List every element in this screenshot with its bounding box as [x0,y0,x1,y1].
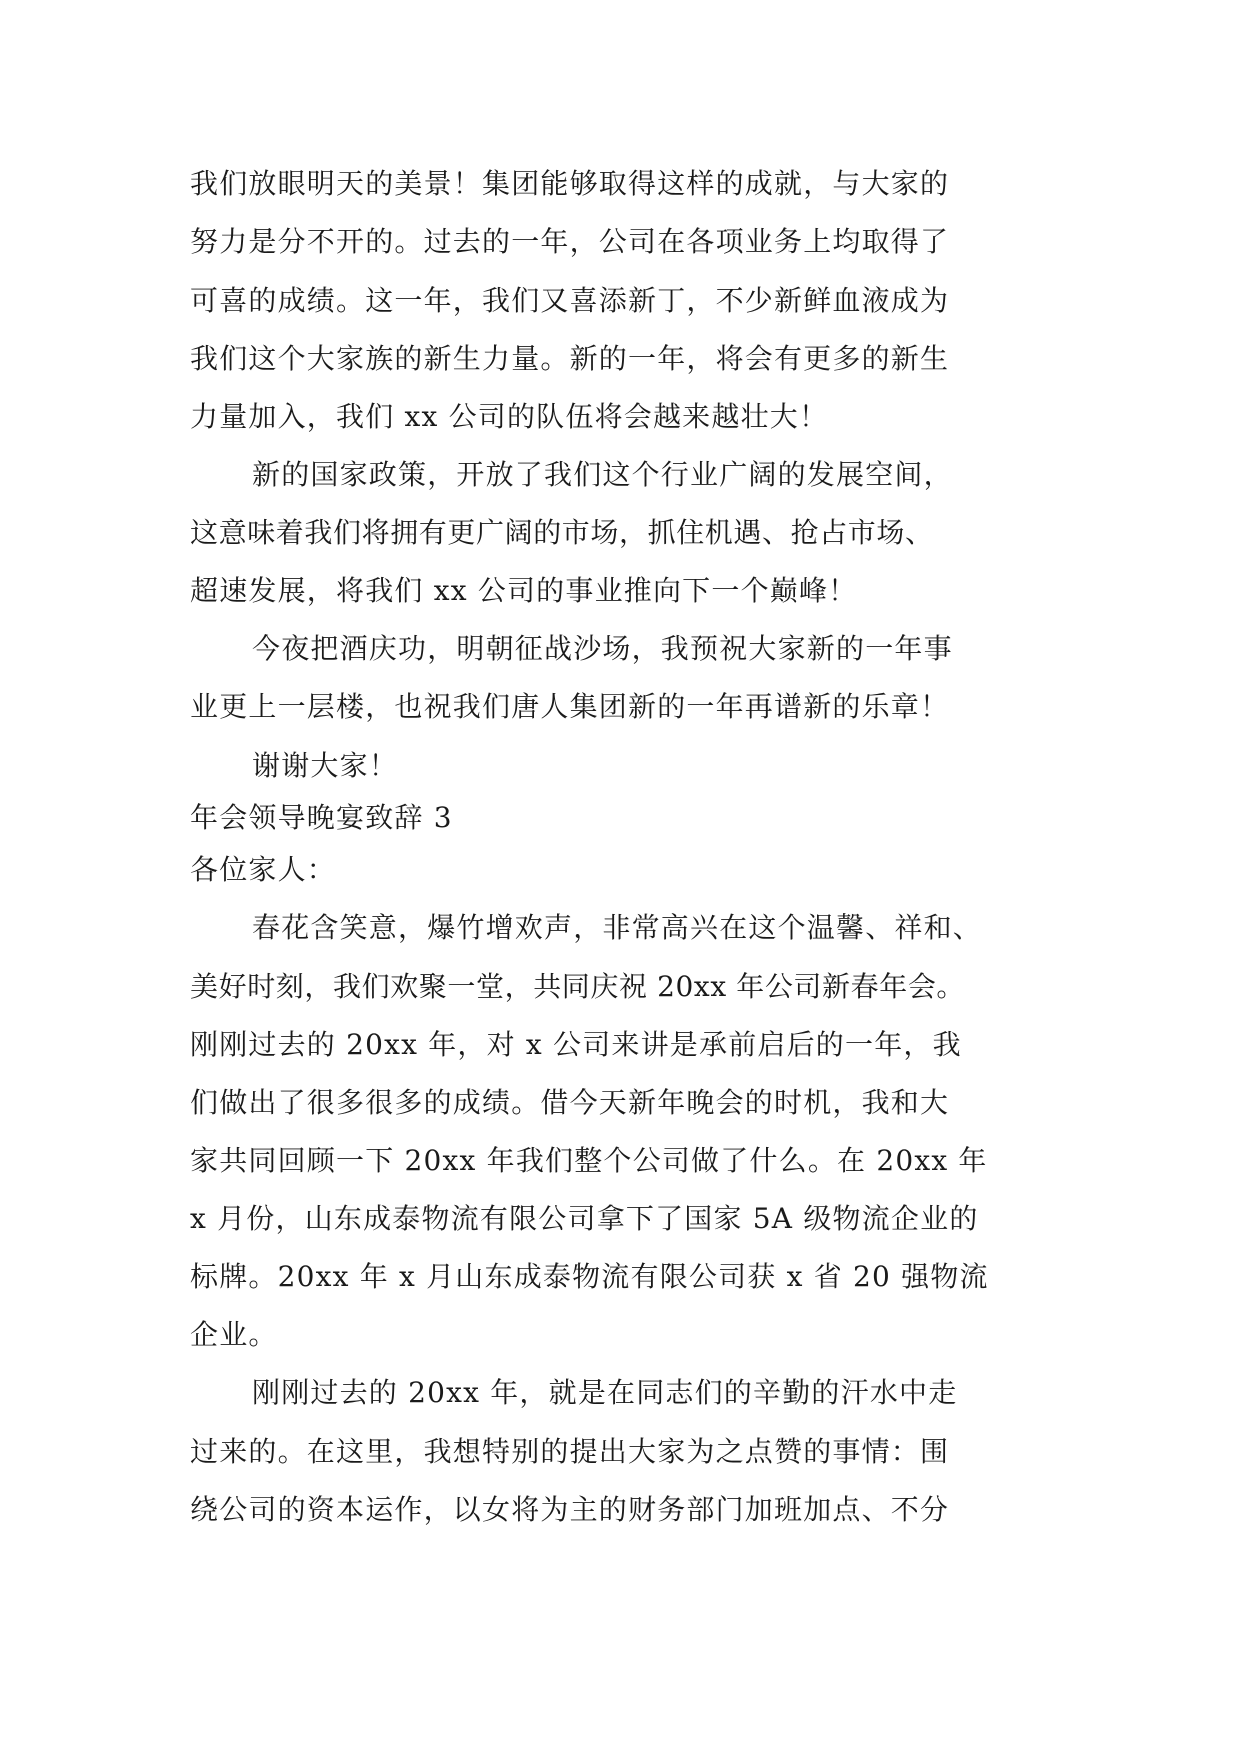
text-line: 美好时刻，我们欢聚一堂，共同庆祝 20xx 年公司新春年会。 [190,970,966,1003]
text-line: 家共同回顾一下 20xx 年我们整个公司做了什么。在 20xx 年 [190,1144,988,1177]
text-line: 业更上一层楼，也祝我们唐人集团新的一年再谱新的乐章！ [190,690,950,723]
text-line: 标牌。20xx 年 x 月山东成泰物流有限公司获 x 省 20 强物流 [190,1260,989,1293]
text-line: 刚刚过去的 20xx 年，对 x 公司来讲是承前启后的一年，我 [190,1028,962,1061]
text-line: 新的国家政策，开放了我们这个行业广阔的发展空间， [252,458,953,491]
salutation: 各位家人： [190,853,337,886]
text-line: 今夜把酒庆功，明朝征战沙场，我预祝大家新的一年事 [252,632,953,665]
text-line: 绕公司的资本运作，以女将为主的财务部门加班加点、不分 [190,1493,950,1526]
text-line: 企业。 [190,1318,278,1351]
text-line: x 月份，山东成泰物流有限公司拿下了国家 5A 级物流企业的 [190,1202,979,1235]
text-line: 我们放眼明天的美景！集团能够取得这样的成就，与大家的 [190,167,950,200]
text-line: 过来的。在这里，我想特别的提出大家为之点赞的事情：围 [190,1435,950,1468]
text-line: 谢谢大家！ [252,749,399,782]
text-line: 超速发展，将我们 xx 公司的事业推向下一个巅峰！ [190,574,858,607]
text-line: 可喜的成绩。这一年，我们又喜添新丁，不少新鲜血液成为 [190,284,950,317]
text-line: 们做出了很多很多的成绩。借今天新年晚会的时机，我和大 [190,1086,950,1119]
text-line: 力量加入，我们 xx 公司的队伍将会越来越壮大！ [190,400,829,433]
text-line: 刚刚过去的 20xx 年，就是在同志们的辛勤的汗水中走 [252,1376,958,1409]
section-heading: 年会领导晚宴致辞 3 [190,801,453,834]
text-line: 努力是分不开的。过去的一年，公司在各项业务上均取得了 [190,225,950,258]
text-line: 春花含笑意，爆竹增欢声，非常高兴在这个温馨、祥和、 [252,911,983,944]
text-line: 我们这个大家族的新生力量。新的一年，将会有更多的新生 [190,342,950,375]
text-line: 这意味着我们将拥有更广阔的市场，抓住机遇、抢占市场、 [190,516,934,549]
